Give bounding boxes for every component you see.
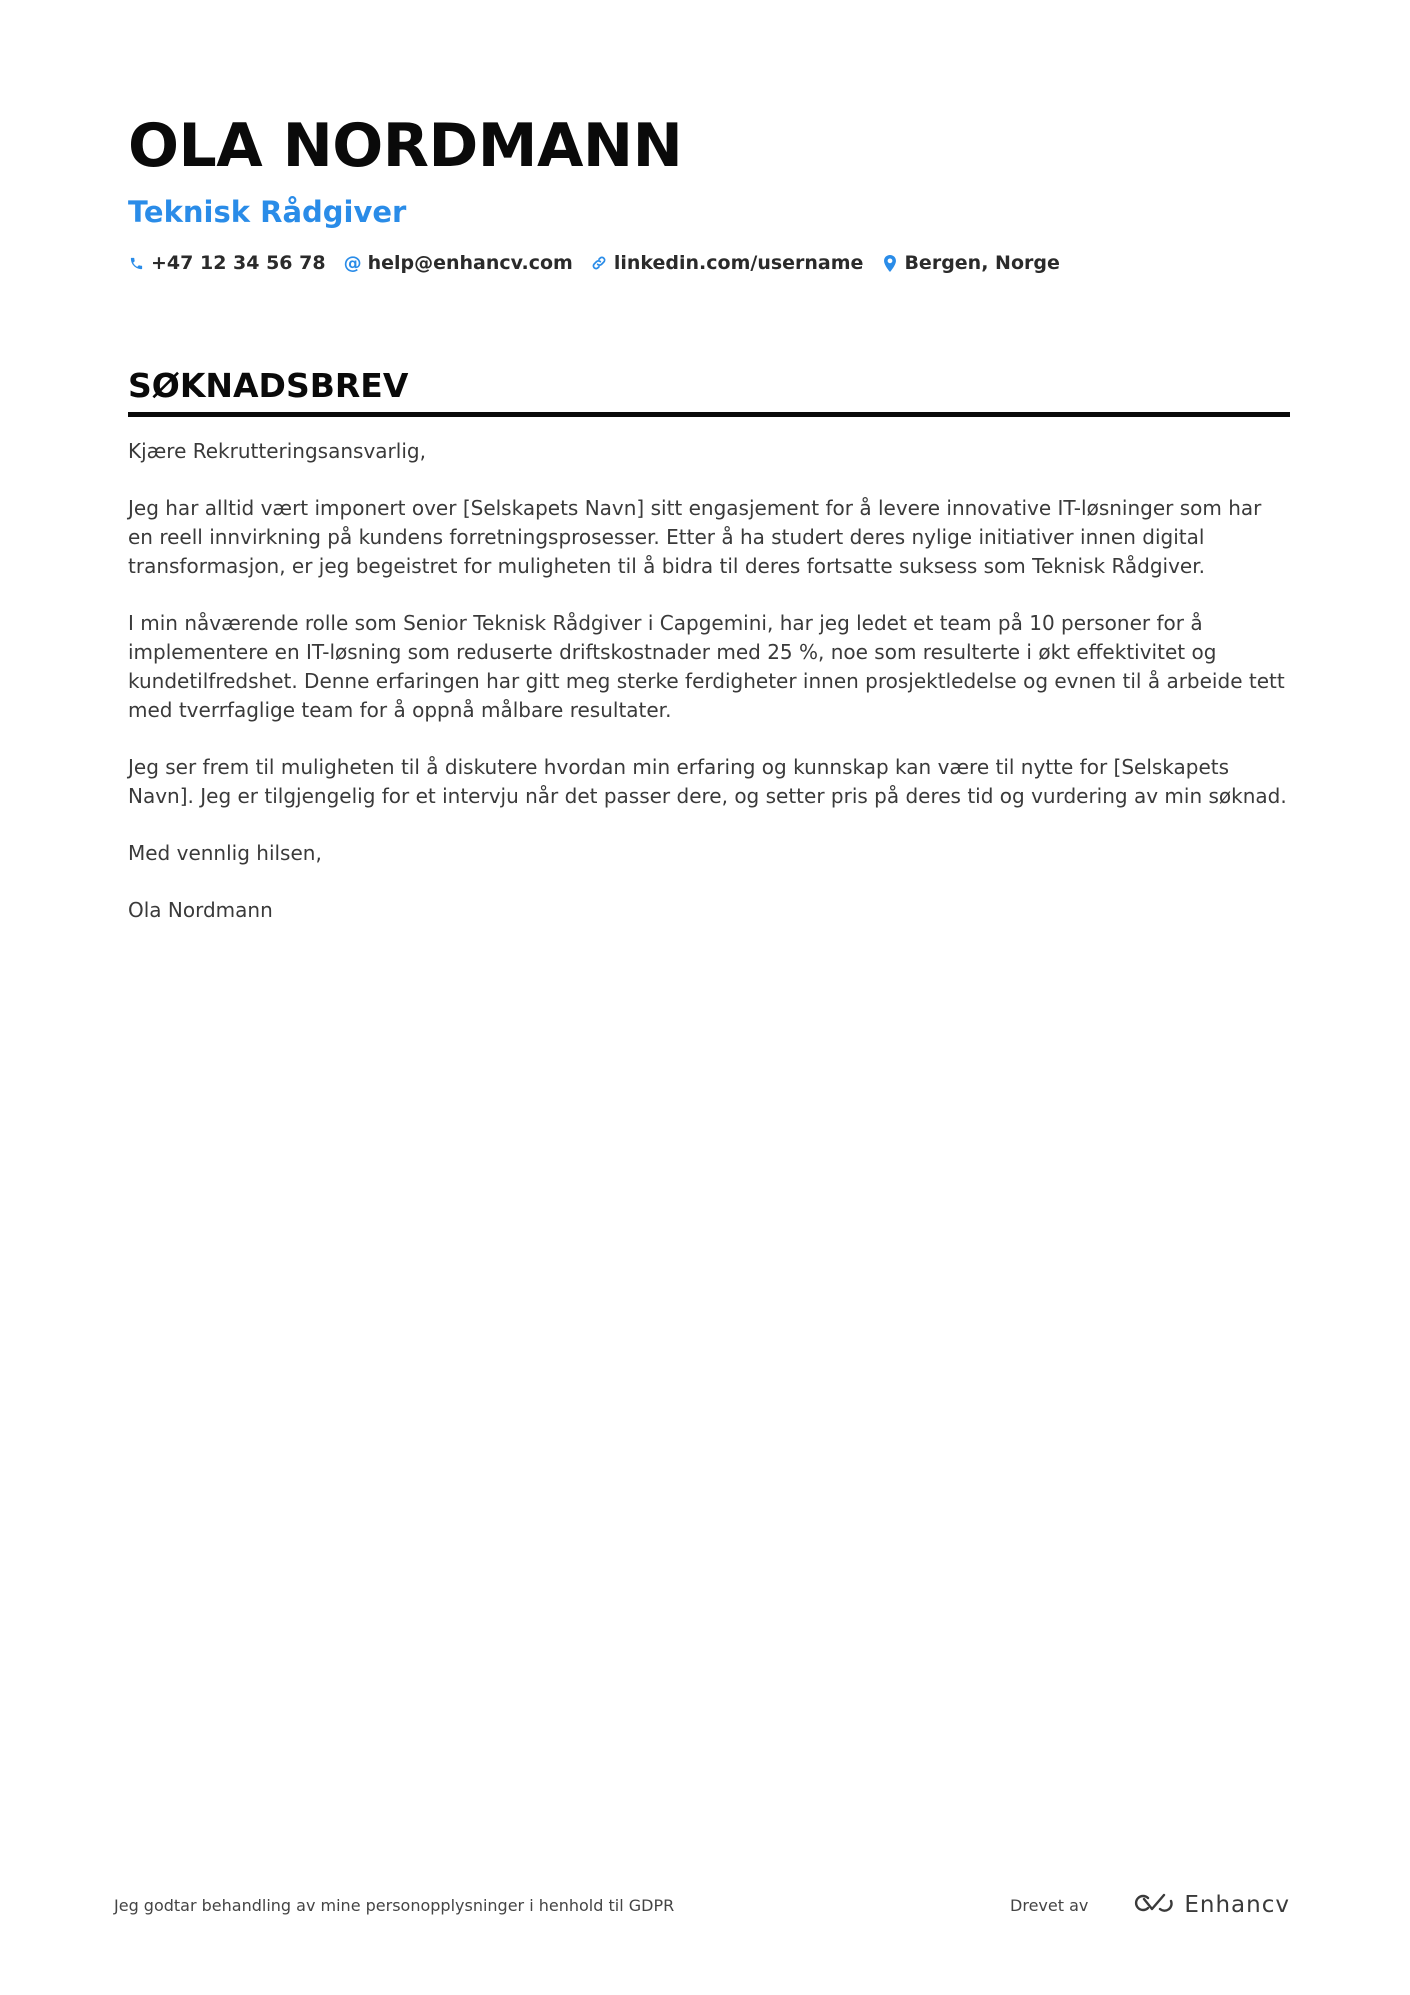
contact-bar: [128, 252, 1288, 274]
phone-icon: [128, 255, 145, 272]
contact-location: [881, 252, 1059, 274]
at-icon: @: [343, 252, 362, 274]
brand-name: Enhancv: [1184, 1892, 1290, 1918]
job-title: Teknisk Rådgiver: [128, 195, 407, 229]
letter-paragraph: Jeg har alltid vært imponert over [Selskapets Navn] sitt engasjement for å levere innovative IT-løsninger som har en reell innvirkning på kundens forretningsprosesser. Etter å ha studert deres nylige initiativer innen digital transformasjon, er jeg begeistret for muligheten til å bidra til deres fortsatte suksess som Teknisk Rådgiver.: [128, 496, 1262, 578]
location-pin-icon: [881, 255, 898, 272]
letter-paragraph: Jeg ser frem til muligheten til å diskutere hvordan min erfaring og kunnskap kan være til nytte for [Selskapets Navn]. Jeg er tilgjengelig for et intervju når det passer dere, og setter pris på deres tid og vurdering av min søknad.: [128, 755, 1287, 808]
powered-by: [1010, 1891, 1290, 1919]
enhancv-brand-link[interactable]: [1130, 1891, 1290, 1919]
contact-email[interactable]: [344, 252, 573, 274]
location-text: Bergen, Norge: [904, 252, 1060, 274]
link-icon: [591, 255, 608, 272]
letter-greeting: Kjære Rekrutteringsansvarlig,: [128, 439, 426, 463]
letter-body: [128, 437, 1290, 925]
enhancv-logo-icon: [1130, 1891, 1176, 1919]
applicant-name: OLA NORDMANN: [128, 111, 683, 181]
letter-signature: Ola Nordmann: [128, 898, 273, 922]
powered-by-label: Drevet av: [1010, 1895, 1089, 1915]
phone-text: +47 12 34 56 78: [151, 252, 326, 274]
linkedin-text: linkedin.com/username: [613, 252, 864, 274]
letter-closing: Med vennlig hilsen,: [128, 841, 322, 865]
section-title: SØKNADSBREV: [128, 364, 1290, 417]
email-text: help@enhancv.com: [367, 252, 573, 274]
contact-phone: [128, 252, 326, 274]
letter-paragraph: I min nåværende rolle som Senior Teknisk Rådgiver i Capgemini, har jeg ledet et team på 10 personer for å implementere en IT-løsning som reduserte driftskostnader med 25 %, noe som resulterte i økt effektivitet og kundetilfredshet. Denne erfaringen har gitt meg sterke ferdigheter innen prosjektledelse og evnen til å arbeide tett med tverrfaglige team for å oppnå målbare resultater.: [128, 611, 1285, 722]
footer: [114, 1880, 1290, 1930]
gdpr-consent-text: Jeg godtar behandling av mine personopplysninger i henhold til GDPR: [114, 1895, 675, 1915]
header: [128, 108, 1288, 274]
cover-letter-section: [128, 364, 1290, 953]
contact-linkedin[interactable]: [591, 252, 864, 274]
